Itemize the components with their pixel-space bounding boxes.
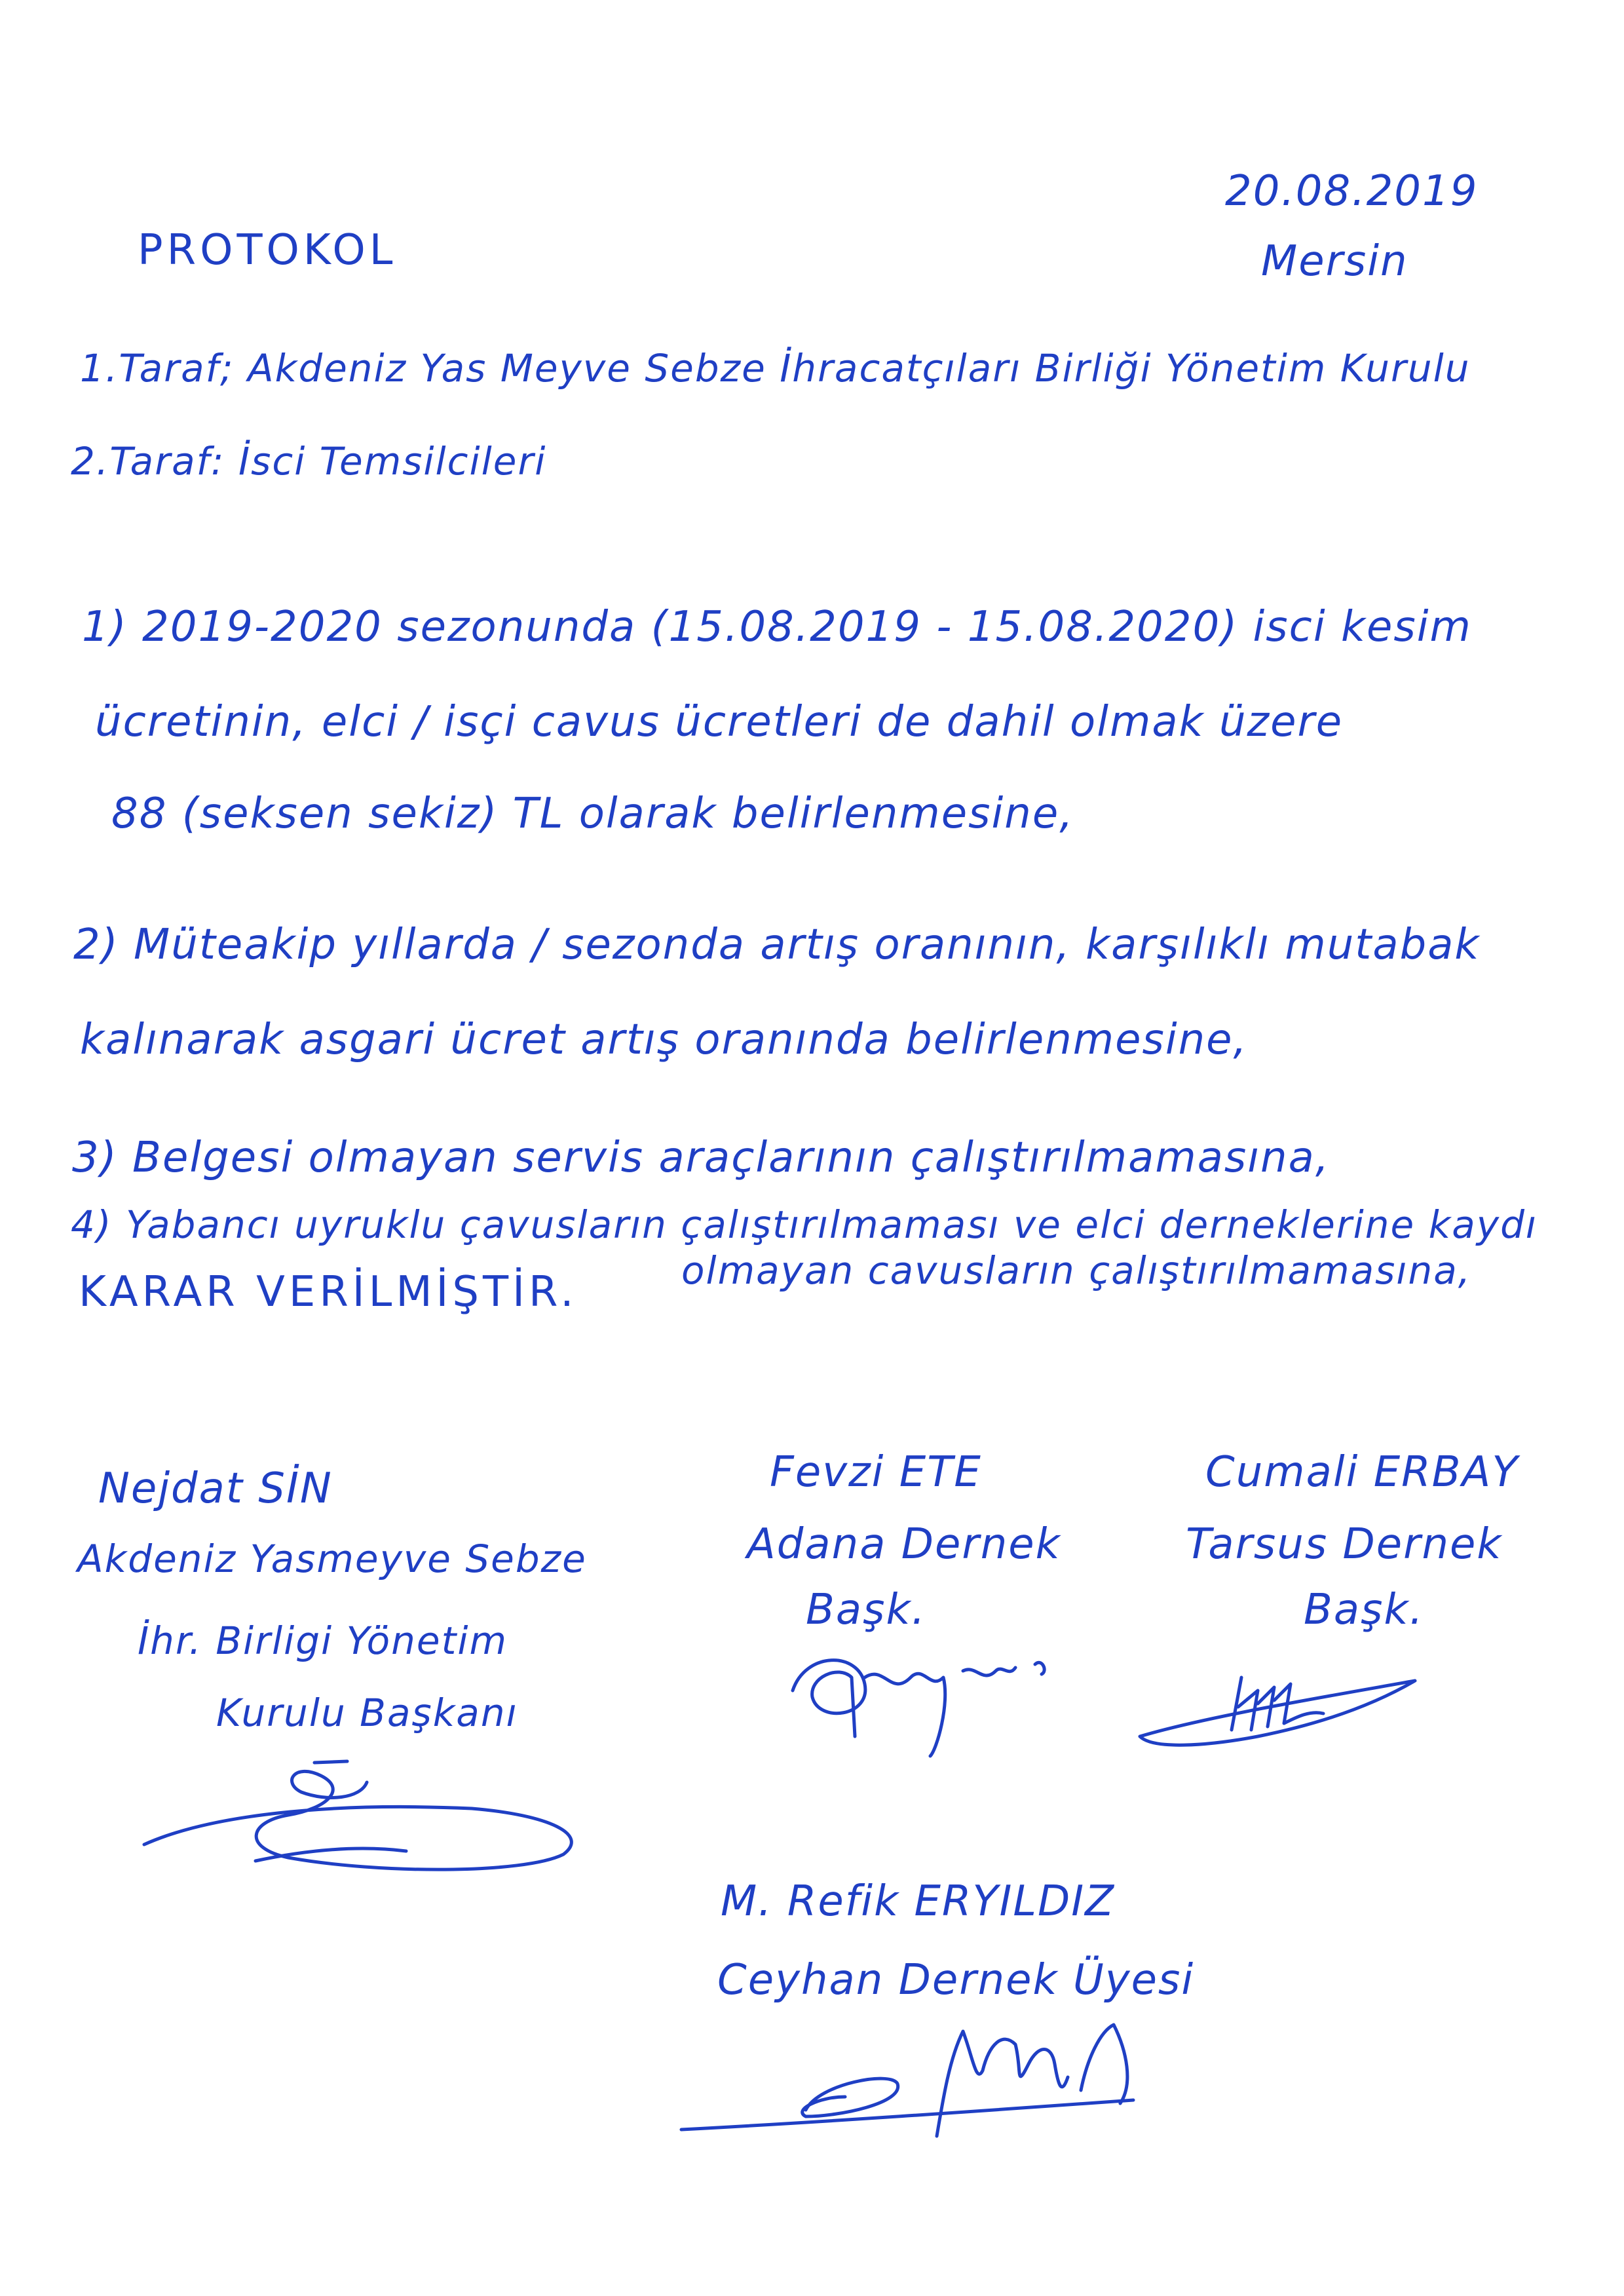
- item-1-line-1: 1) 2019-2020 sezonunda (15.08.2019 - 15.08.2020) isci kesim: [82, 603, 1472, 651]
- signatory-3-line-1: Tarsus Dernek: [1186, 1520, 1503, 1569]
- item-2-line-1: 2) Müteakip yıllarda / sezonda artış oranının, karşılıklı mutabak: [73, 921, 1481, 969]
- signatory-1-name: Nejdat SİN: [98, 1464, 333, 1513]
- document-city: Mersin: [1261, 237, 1408, 286]
- item-1-line-2: ücretinin, elci / isçi cavus ücretleri de dahil olmak üzere: [95, 698, 1344, 746]
- item-1-line-3: 88 (seksen sekiz) TL olarak belirlenmesine,: [111, 790, 1074, 838]
- document-title: PROTOKOL: [138, 226, 397, 275]
- signature-1-image: [131, 1710, 590, 1881]
- item-4-line-2: olmayan cavusların çalıştırılmamasına,: [681, 1248, 1472, 1293]
- signatory-3-name: Cumali ERBAY: [1205, 1448, 1519, 1497]
- signature-2-image: [780, 1625, 1094, 1776]
- signatory-1-line-1: Akdeniz Yasmeyve Sebze: [77, 1537, 587, 1581]
- item-4-line-1: 4) Yabancı uyruklu çavusların çalıştırılmaması ve elci derneklerine kaydı: [71, 1202, 1538, 1247]
- signatory-2-line-2: Başk.: [806, 1586, 926, 1634]
- decision-text: KARAR VERİLMİŞTİR.: [79, 1268, 578, 1316]
- party-1: 1.Taraf; Akdeniz Yas Meyve Sebze İhracatçıları Birliği Yönetim Kurulu: [80, 346, 1471, 391]
- signatory-4-line-1: Ceyhan Dernek Üyesi: [717, 1956, 1195, 2004]
- signatory-2-line-1: Adana Dernek: [747, 1520, 1061, 1569]
- signatory-3-line-2: Başk.: [1304, 1586, 1424, 1634]
- document-date: 20.08.2019: [1225, 167, 1479, 216]
- signatory-4-name: M. Refik ERYILDIZ: [721, 1877, 1115, 1926]
- item-3-line-1: 3) Belgesi olmayan servis araçlarının çalıştırılmamasına,: [72, 1134, 1331, 1182]
- signature-3-image: [1127, 1651, 1428, 1763]
- signatory-2-name: Fevzi ETE: [770, 1448, 982, 1497]
- item-2-line-2: kalınarak asgari ücret artış oranında belirlenmesine,: [80, 1016, 1248, 1064]
- signatory-1-line-2: İhr. Birligi Yönetim: [138, 1618, 508, 1663]
- signatory-1-line-3: Kurulu Başkanı: [216, 1691, 518, 1735]
- party-2: 2.Taraf: İsci Temsilcileri: [71, 439, 547, 484]
- signature-4-image: [675, 2005, 1146, 2175]
